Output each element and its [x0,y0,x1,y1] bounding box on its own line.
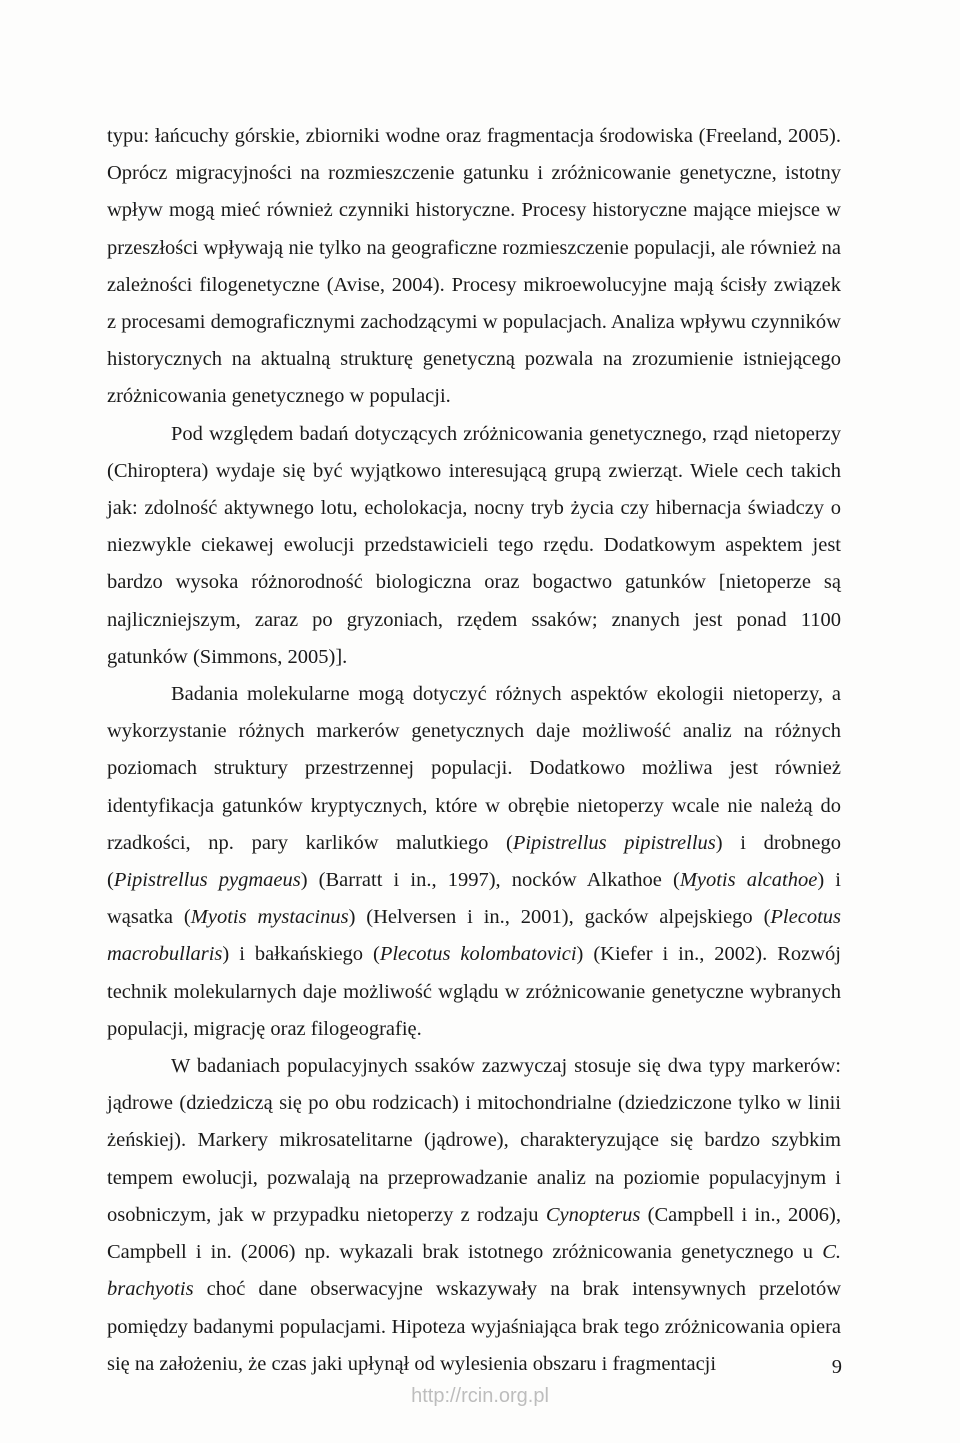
p3-run-4: ) (Barratt i in., 1997), nocków Alkathoe ( [300,869,680,892]
species-plecotus-kolombatovici: Plecotus kolombatovici [379,943,577,966]
p3-run-0: Badania molekularne mogą dotyczyć różnych aspektów ekologii nietoperzy, a wykorzystanie różnych markerów genetycznych daje możliwość analiz na różnych poziomach struktury przestrzennej populacji. Dodatkowo możliwa jest również identyfikacja gatunków kryptycznych, które w obrębie nietoperzy wcale nie należą do rzadkości, np. pary karlików malutkiego ( [107,683,841,854]
p3-run-2: ) i drobnego ( [107,831,841,892]
p3-run-6: ) i wąsatka ( [107,869,841,929]
p3-run-10: ) i bałkańskiego ( [222,943,380,966]
paragraph-1 [107,118,841,416]
species-pipistrellus-pygmaeus: Pipistrellus pygmaeus [113,869,301,892]
page-number: 9 [831,1356,842,1378]
species-c-brachyotis: C. brachyotis [107,1241,841,1301]
species-myotis-mystacinus: Myotis mystacinus [190,906,349,929]
p2-run-0: Pod względem badań dotyczących zróżnicowania genetycznego, rząd nietoperzy (Chiroptera) wydaje się być wyjątkowo interesującą grupą zwierząt. Wiele cech takich jak: zdolność aktywnego lotu, echolokacja, nocny tryb życia czy hibernacja świadczy o niezwykle ciekawej ewolucji przedstawicieli tego rzędu. Dodatkowym aspektem jest bardzo wysoka różnorodność biologiczna oraz bogactwo gatunków [nietoperze są najliczniejszym, zaraz po gryzoniach, rzędem ssaków; znanych jest ponad 1100 gatunków (Simmons, 2005)]. [107,422,841,668]
genus-cynopterus: Cynopterus [545,1203,641,1226]
watermark-url: http://rcin.org.pl [411,1385,549,1407]
paragraph-3 [107,676,841,1048]
p3-run-8: ) (Helversen i in., 2001), gacków alpejskiego ( [348,906,771,929]
p4-run-0: W badaniach populacyjnych ssaków zazwyczaj stosuje się dwa typy markerów: jądrowe (dziedziczą się po obu rodzicach) i mitochondrialne (dziedziczone tylko w linii żeńskiej). Markery mikrosatelitarne (jądrowe), charakteryzujące się bardzo szybkim tempem ewolucji, pozwalają na przeprowadzanie analiz na poziomie populacyjnym i osobniczym, jak w przypadku nietoperzy z rodzaju [107,1055,841,1226]
p1-run-0: typu: łańcuchy górskie, zbiorniki wodne oraz fragmentacja środowiska (Freeland, 2005). Oprócz migracyjności na rozmieszczenie gatunku i zróżnicowanie genetyczne, istotny wpływ mogą mieć również czynniki historyczne. Procesy historyczne mające miejsce w przeszłości wpływają nie tylko na geograficzne rozmieszczenie populacji, ale również na zależności filogenetyczne (Avise, 2004). Procesy mikroewolucyjne mają ścisły związek z procesami demograficznymi zachodzącymi w populacjach. Analiza wpływu czynników historycznych na aktualną strukturę genetyczną pozwala na zrozumienie istniejącego zróżnicowania genetycznego w populacji. [107,125,841,408]
p4-run-2: (Campbell i in., 2006), Campbell i in. (2006) np. wykazali brak istotnego zróżnicowania genetycznego u [107,1203,841,1264]
species-pipistrellus-pipistrellus: Pipistrellus pipistrellus [512,831,716,854]
paragraph-2 [107,416,841,676]
body-text [107,118,841,1383]
species-plecotus-macrobullaris: Plecotus macrobullaris [107,906,841,966]
paragraph-4 [107,1048,841,1383]
p4-run-4: choć dane obserwacyjne wskazywały na brak intensywnych przelotów pomiędzy badanymi populacjami. Hipoteza wyjaśniająca brak tego zróżnicowania opiera się na założeniu, że czas jaki upłynął od wylesienia obszaru i fragmentacji [107,1278,841,1375]
species-myotis-alcathoe: Myotis alcathoe [679,869,818,892]
p3-run-12: ) (Kiefer i in., 2002). Rozwój technik molekularnych daje możliwość wglądu w zróżnicowanie genetyczne wybranych populacji, migrację oraz filogeografię. [107,943,842,1040]
